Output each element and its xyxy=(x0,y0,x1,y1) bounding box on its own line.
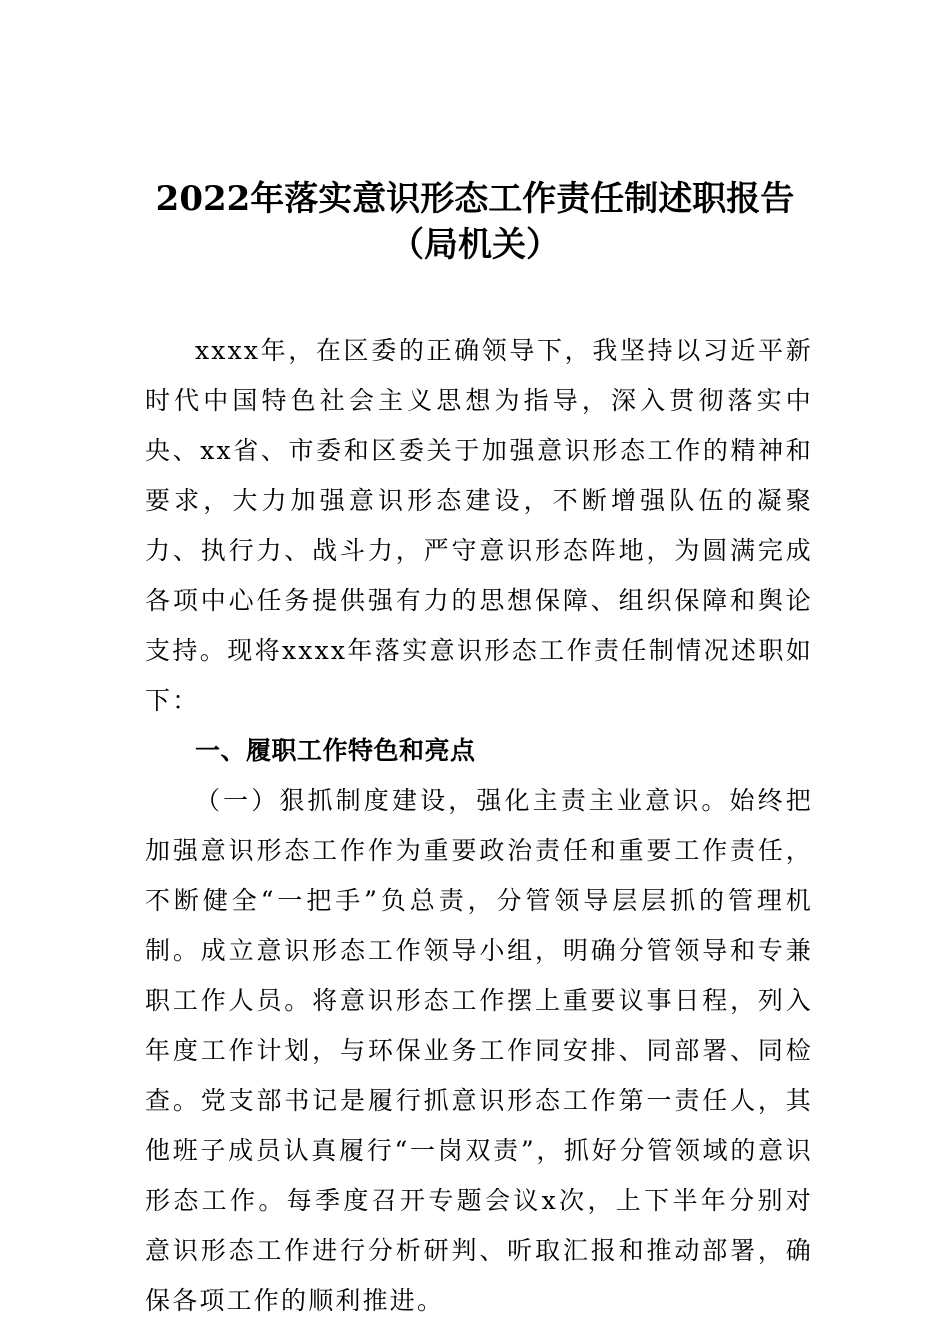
document-title: 2022年落实意识形态工作责任制述职报告 xyxy=(155,179,795,219)
section-heading: 一、履职工作特色和亮点 xyxy=(195,736,476,765)
section-paragraph: （一）狠抓制度建设，强化主责主业意识。始终把加强意识形态工作作为重要政治责任和重要工作责任，不断健全“一把手”负总责，分管领导层层抓的管理机制。成立意识形态工作领导小组，明确分管领导和专兼职工作人员。将意识形态工作摆上重要议事日程，列入年度工作计划，与环保业务工作同安排、同部署、同检查。党支部书记是履行抓意识形态工作第一责任人，其他班子成员认真履行“一岗双责”，抓好分管领域的意识形态工作。每季度召开专题会议x次，上下半年分别对意识形态工作进行分析研判、听取汇报和推动部署，确保各项工作的顺利推进。 xyxy=(145,786,813,1315)
document-body xyxy=(145,326,813,1326)
intro-paragraph: xxxx年，在区委的正确领导下，我坚持以习近平新时代中国特色社会主义思想为指导，深入贯彻落实中央、xx省、市委和区委关于加强意识形态工作的精神和要求，大力加强意识形态建设，不断增强队伍的凝聚力、执行力、战斗力，严守意识形态阵地，为圆满完成各项中心任务提供强有力的思想保障、组织保障和舆论支持。现将xxxx年落实意识形态工作责任制情况述职如下： xyxy=(145,336,813,715)
document-subtitle: （局机关） xyxy=(390,225,560,265)
